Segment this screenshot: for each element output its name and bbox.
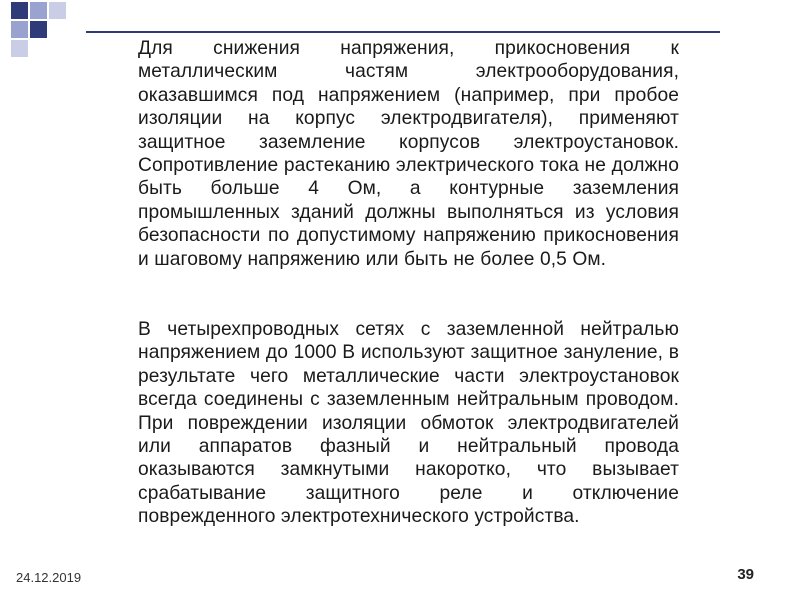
corner-square-5: [49, 2, 66, 19]
page-number: 39: [737, 566, 754, 583]
corner-square-4: [30, 21, 47, 38]
paragraph-neutral-protection: В четырехпроводных сетях с заземленной нейтралью напряжением до 1000 В используют защитное зануление, в результате чего металлические части электроустановок всегда соединены с заземленным нейтральным проводом. При повреждении изоляции обмоток электродвигателей или аппаратов фазный и нейтральный провода оказываются замкнутыми накоротко, что вызывает срабатывание защитного реле и отключение поврежденного электротехнического устройства.: [138, 319, 679, 528]
paragraph-grounding: Для снижения напряжения, прикосновения к металлическим частям электрооборудования, оказавшимся под напряжением (например, при пробое изоляции на корпус электродвигателя), применяют защитное заземление корпусов электроустановок. Сопротивление растеканию электрического тока не должно быть больше 4 Ом, а контурные заземления промышленных зданий должны выполняться из условия безопасности по допустимому напряжению прикосновения и шаговому напряжению или быть не более 0,5 Ом.: [138, 38, 679, 270]
corner-square-6: [11, 40, 28, 57]
corner-square-1: [11, 2, 28, 19]
top-rule: [86, 31, 720, 33]
corner-square-3: [11, 21, 28, 38]
corner-square-2: [30, 2, 47, 19]
footer-date: 24.12.2019: [16, 570, 82, 585]
